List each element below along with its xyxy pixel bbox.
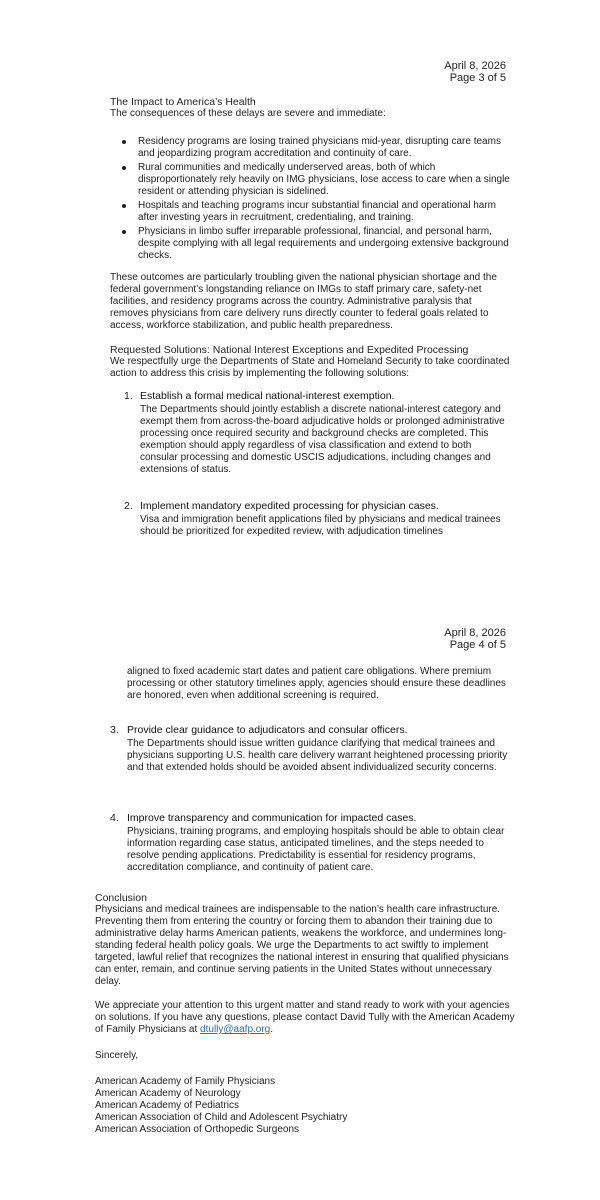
page-number: Page 3 of 5 (449, 72, 506, 84)
signatory: American Academy of Pediatrics (95, 1100, 239, 1111)
section-intro: We respectfully urge the Departments of State and Homeland Security to take coordinated action to address this crisis by implementing the following solutions: (110, 356, 510, 379)
solution-item-3 (110, 724, 518, 774)
closing-paragraph: We appreciate your attention to this urgent matter and stand ready to work with your agencies on solutions. If you have any questions, please contact David Tully with the American Academy of Family Physicians at dtully@aafp.org. (95, 1000, 515, 1035)
page-number: Page 4 of 5 (449, 639, 506, 651)
section-heading: The Impact to America’s Health (110, 96, 256, 108)
impact-bullet-list (110, 136, 510, 262)
item-number: 1. (124, 390, 133, 402)
bullet-item: Residency programs are losing trained physicians mid-year, disrupting care teams and jeopardizing program accreditation and continuity of care. (110, 136, 510, 160)
item-body: Physicians, training programs, and employing hospitals should be able to obtain clear information regarding case status, anticipated timelines, and the steps needed to resolve pending applications. Predictability is essential for residency programs, accreditation compliance, and continuity of patient care. (127, 826, 505, 873)
signatory-list (95, 1076, 515, 1136)
letter-date: April 8, 2026 (444, 60, 506, 72)
conclusion-section (95, 892, 515, 1136)
section-intro: The consequences of these delays are severe and immediate: (110, 108, 386, 119)
letter-date: April 8, 2026 (444, 627, 506, 639)
item-title: Establish a formal medical national-interest exemption. (140, 390, 395, 402)
item-number: 2. (124, 500, 133, 512)
page-header (444, 627, 506, 651)
item-title: Implement mandatory expedited processing for physician cases. (140, 500, 439, 512)
signatory: American Academy of Family Physicians (95, 1076, 276, 1087)
conclusion-paragraph: Physicians and medical trainees are indispensable to the nation’s health care infrastructure. Preventing them from entering the country or forcing them to abandon their training due to administrative delay harms American patients, weakens the workforce, and undermines long-standing federal health policy goals. We urge the Departments to act swiftly to implement targeted, lawful relief that recognizes the national interest in ensuring that qualified physicians can enter, remain, and continue serving patients in the United States without unnecessary delay. (95, 904, 509, 987)
signatory: American Association of Child and Adolescent Psychiatry (95, 1112, 348, 1123)
page-header (444, 60, 506, 84)
bullet-dot-icon (122, 166, 126, 170)
signatory: American Academy of Neurology (95, 1088, 241, 1099)
bullet-item: Rural communities and medically underserved areas, both of which disproportionately rely heavily on IMG physicians, lose access to care when a single resident or attending physician is sidelined. (110, 162, 510, 198)
solution-item-4 (110, 812, 518, 874)
item-number: 4. (110, 812, 119, 824)
item-body: The Departments should issue written guidance clarifying that medical trainees and physicians supporting U.S. health care delivery warrant heightened processing priority and that extended holds should be avoided absent individualized security concerns. (127, 738, 508, 773)
solution-item-1 (124, 390, 510, 476)
signatory: American Association of Orthopedic Surgeons (95, 1124, 299, 1135)
bullet-dot-icon (122, 140, 126, 144)
item-body: Visa and immigration benefit applications filed by physicians and medical trainees should be prioritized for expedited review, with adjudication timelines (140, 514, 501, 537)
bullet-item: Hospitals and teaching programs incur substantial financial and operational harm after investing years in recruitment, credentialing, and training. (110, 200, 510, 224)
item-title: Provide clear guidance to adjudicators and consular officers. (127, 724, 408, 736)
item-body: The Departments should jointly establish a discrete national-interest category and exempt them from across-the-board adjudicative holds or prolonged administrative processing once required security and background checks are completed. This exemption should apply regardless of visa classification and extend to both consular processing and domestic USCIS adjudications, including changes and extensions of status. (140, 404, 505, 475)
item-title: Improve transparency and communication for impacted cases. (127, 812, 417, 824)
impact-outcome-paragraph: These outcomes are particularly troubling given the national physician shortage and the federal government’s longstanding reliance on IMGs to staff primary care, safety-net facilities, and residency programs across the country. Administrative paralysis that removes physicians from care delivery runs directly counter to federal goals related to access, workforce stabilization, and public health preparedness. (110, 272, 497, 331)
item-number: 3. (110, 724, 119, 736)
contact-email-link[interactable]: dtully@aafp.org (200, 1024, 271, 1035)
bullet-item: Physicians in limbo suffer irreparable professional, financial, and personal harm, despite complying with all legal requirements and undergoing extensive background checks. (110, 226, 510, 262)
solution-2-continuation: aligned to fixed academic start dates and patient care obligations. Where premium processing or other statutory timelines apply, agencies should ensure these deadlines are honored, even when additional screening is required. (127, 666, 506, 701)
bullet-dot-icon (122, 230, 126, 234)
solutions-section (110, 344, 510, 380)
section-heading: Requested Solutions: National Interest Exceptions and Expedited Processing (110, 344, 469, 356)
sincerely-line: Sincerely, (95, 1050, 139, 1061)
bullet-dot-icon (122, 204, 126, 208)
section-heading: Conclusion (95, 892, 147, 904)
page-4 (0, 590, 600, 1200)
impact-section (110, 96, 510, 332)
solution-item-2 (124, 500, 510, 538)
page-3 (0, 0, 600, 590)
